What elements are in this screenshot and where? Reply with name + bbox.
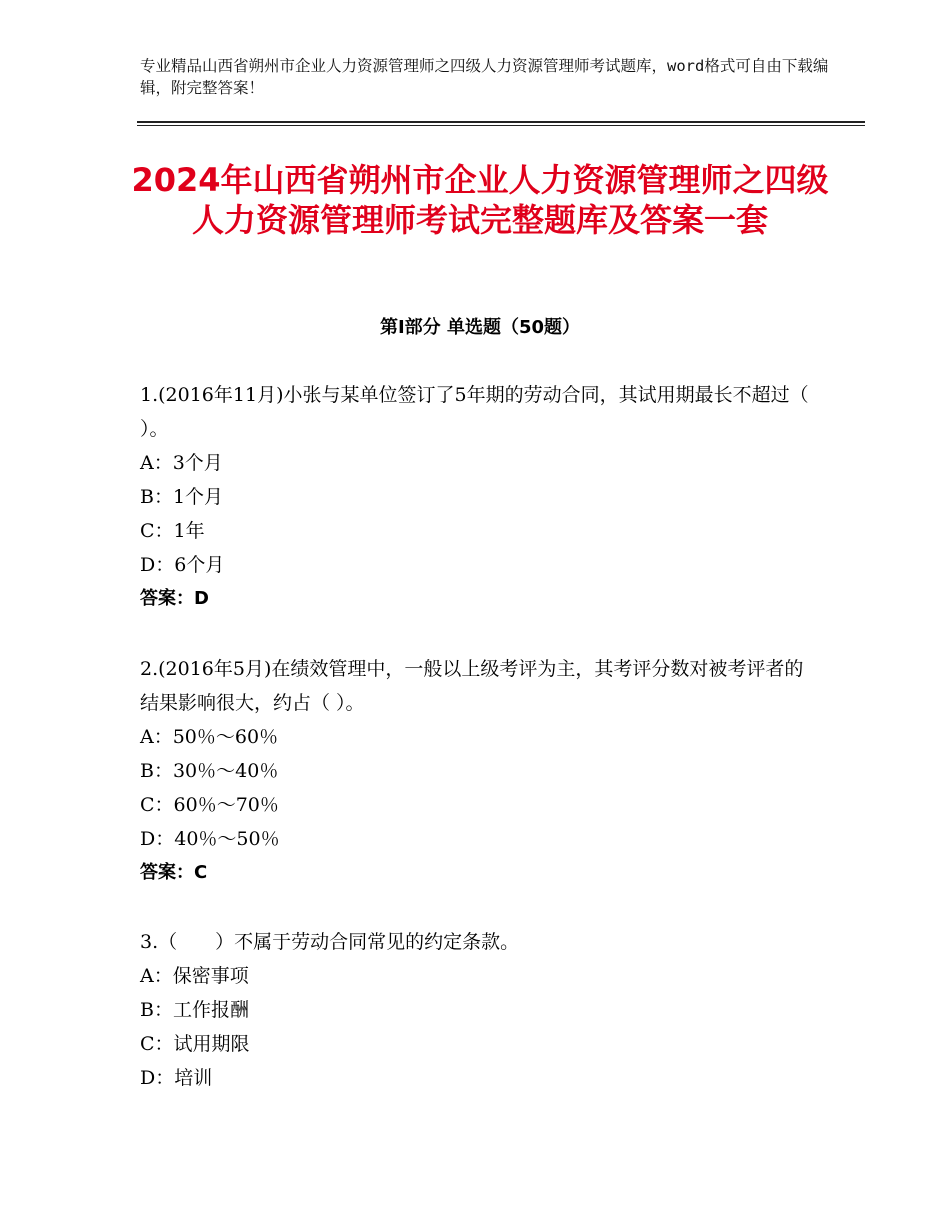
- option-c: C：1年: [140, 520, 205, 542]
- option-d: D：培训: [140, 1067, 213, 1089]
- header-note: 专业精品山西省朔州市企业人力资源管理师之四级人力资源管理师考试题库，word格式可自由下载编辑，附完整答案！: [140, 57, 829, 97]
- option-a: A：50％～60％: [140, 726, 279, 748]
- header-divider-thin: [137, 125, 865, 126]
- option-c: C：60％～70％: [140, 794, 279, 816]
- document-title: 2024年山西省朔州市企业人力资源管理师之四级人力资源管理师考试完整题库及答案一套: [131, 161, 829, 239]
- question-1: [140, 378, 820, 616]
- question-2: [140, 652, 820, 890]
- option-a: A：3个月: [140, 452, 223, 474]
- answer: 答案：D: [140, 588, 209, 609]
- option-c: C：试用期限: [140, 1033, 250, 1055]
- header-divider-thick: [137, 121, 865, 123]
- question-stem: 3.（ ）不属于劳动合同常见的约定条款。: [140, 931, 520, 953]
- option-d: D：40％～50％: [140, 828, 280, 850]
- question-stem: 1.(2016年11月)小张与某单位签订了5年期的劳动合同，其试用期最长不超过（ ）。: [140, 384, 809, 440]
- question-3: [140, 925, 820, 1095]
- option-a: A：保密事项: [140, 965, 249, 987]
- option-d: D：6个月: [140, 554, 225, 576]
- answer: 答案：C: [140, 862, 208, 883]
- option-b: B：30％～40％: [140, 760, 279, 782]
- option-b: B：工作报酬: [140, 999, 249, 1021]
- section-title: 第Ⅰ部分 单选题（50题）: [379, 317, 580, 338]
- question-stem: 2.(2016年5月)在绩效管理中，一般以上级考评为主，其考评分数对被考评者的结果影响很大，约占（ ）。: [140, 658, 804, 714]
- option-b: B：1个月: [140, 486, 224, 508]
